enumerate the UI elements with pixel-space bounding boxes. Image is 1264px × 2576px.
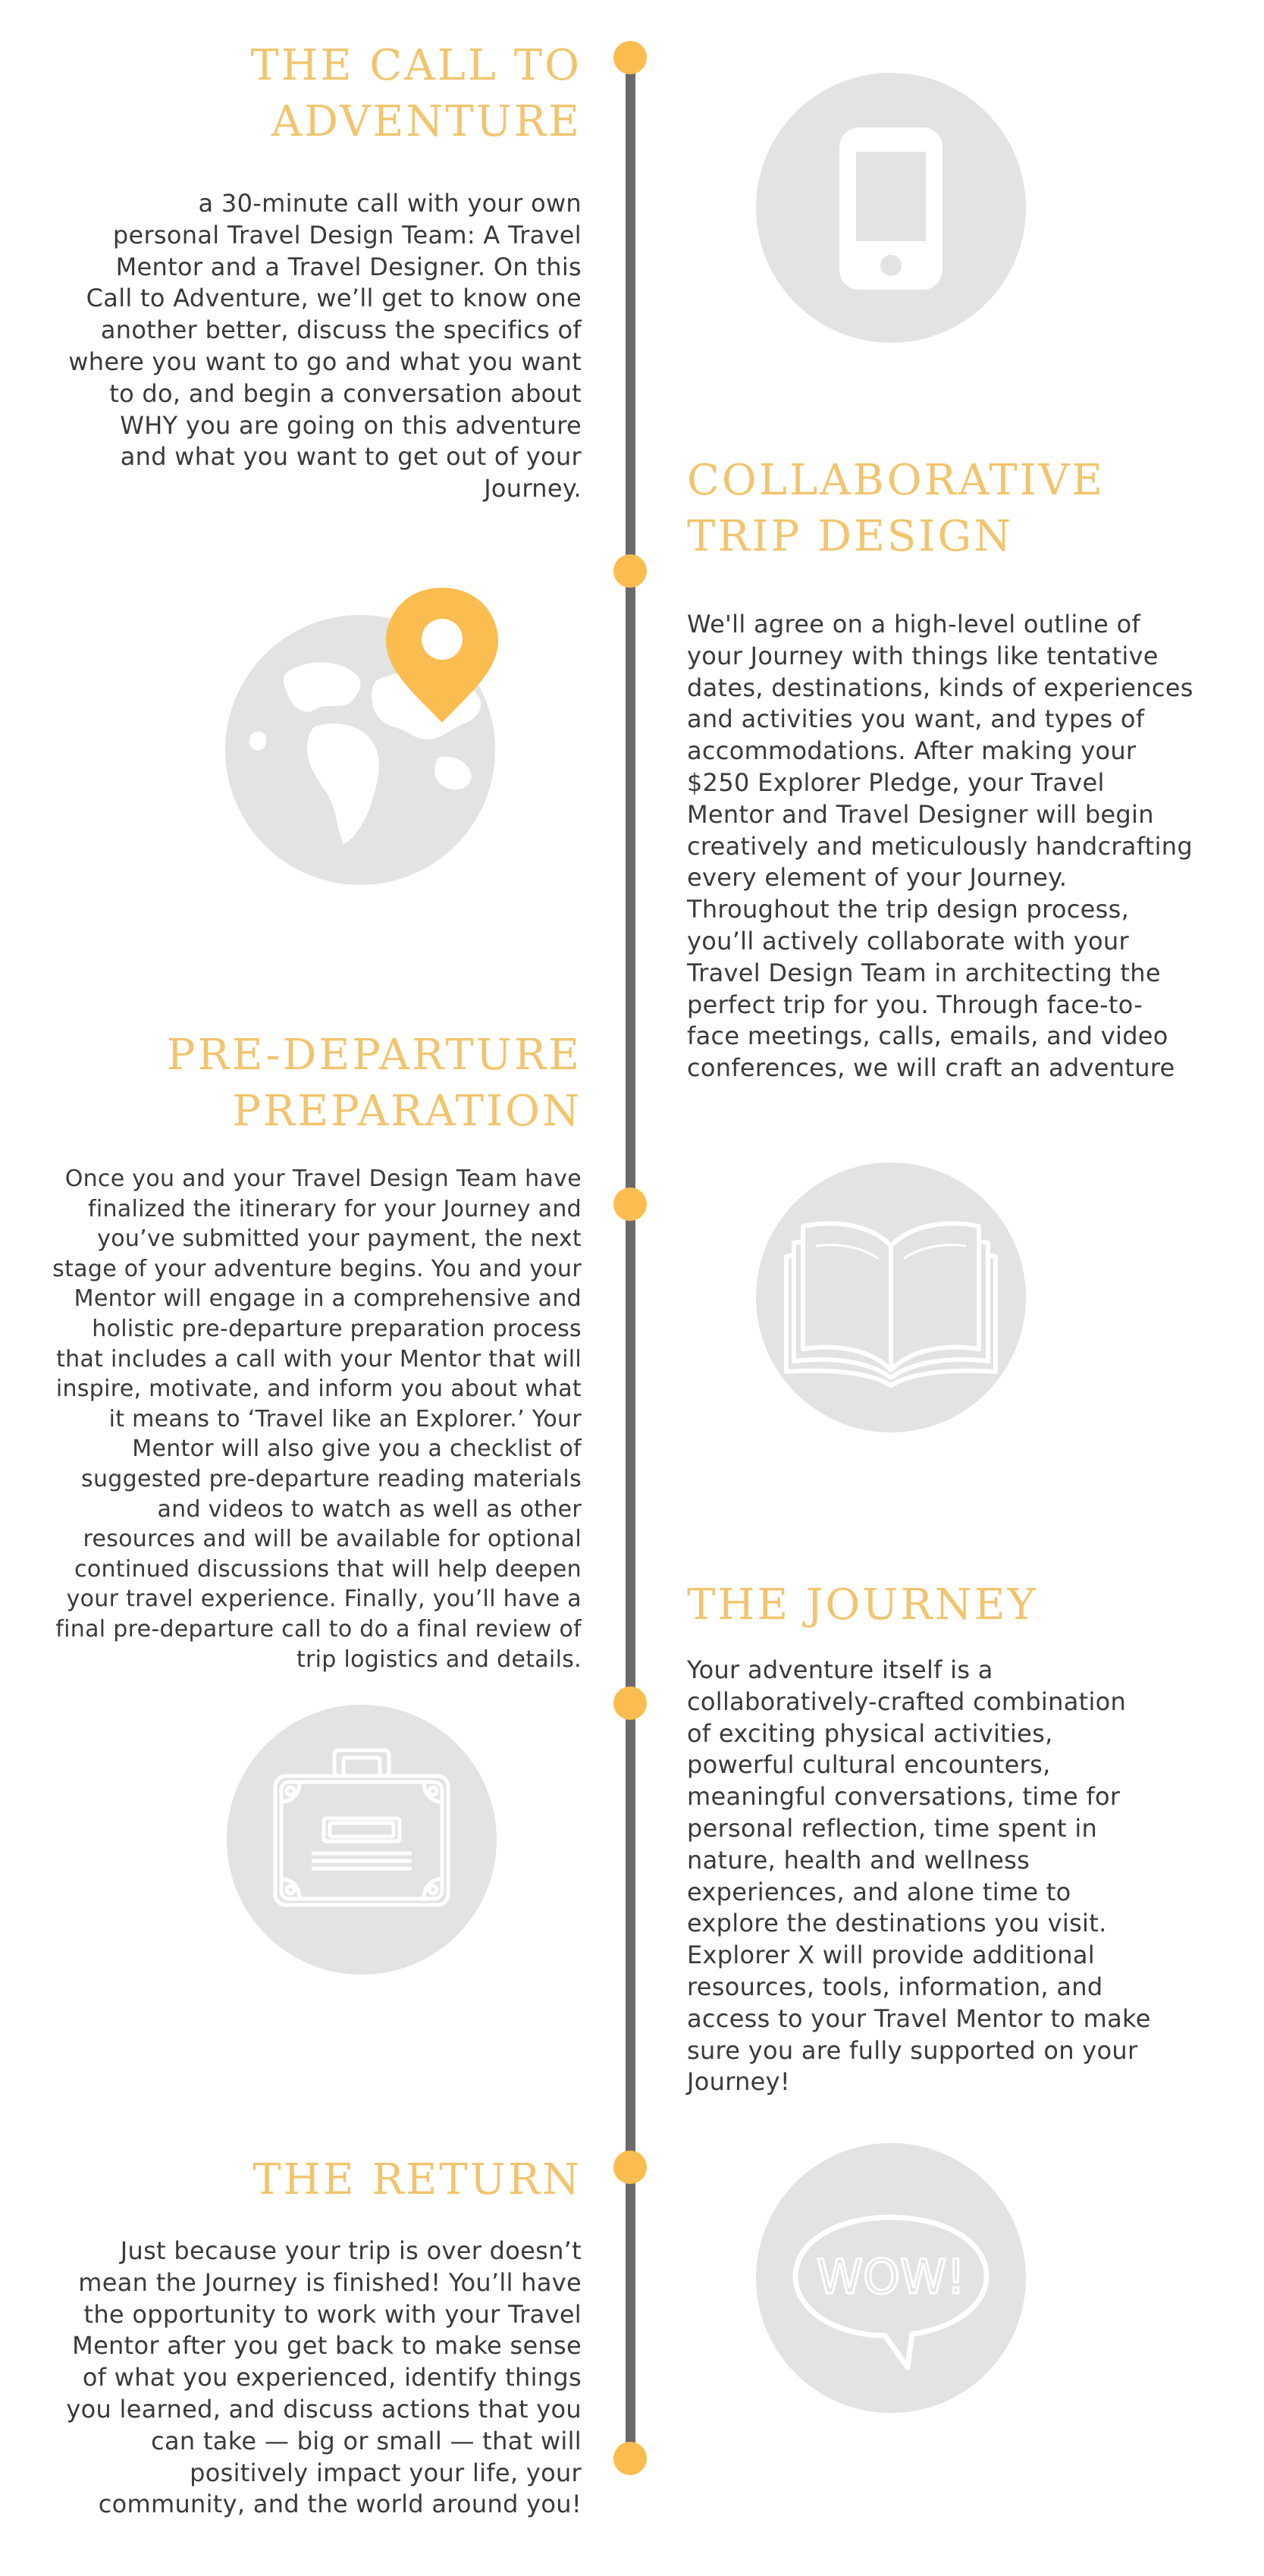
open-book-icon <box>756 1162 1026 1432</box>
wow-text: WOW! <box>816 2249 966 2305</box>
step-description: Just because your trip is over doesn’t mean the Journey is finished! You’ll have the opportunity to work with your Travel Mentor after you get back to make sense of what you experienced, identify things you learned, and discuss actions that you can take — big or small — that will positively impact your life, your community, and the world around you! <box>66 2236 582 2519</box>
timeline-dot <box>613 2151 647 2184</box>
smartphone-icon <box>756 73 1026 343</box>
step-title: COLLABORATIVE TRIP DESIGN <box>687 456 1106 561</box>
step-title: THE RETURN <box>252 2155 582 2204</box>
globe-pin-icon <box>225 582 506 885</box>
timeline-dot <box>613 1188 647 1221</box>
timeline-dot <box>613 1686 647 1720</box>
step-description: Your adventure itself is a collaboratively-crafted combination of exciting physical activities, powerful cultural encounters, meaningful conversations, time for personal reflection, time spent in nature, health and wellness experiences, and alone time to explore the destinations you visit. Explorer X will provide additional resources, tools, information, and access to your Travel Mentor to make sure you are fully supported on your Journey! <box>687 1655 1151 2097</box>
step-title: THE CALL TO ADVENTURE <box>250 41 582 146</box>
timeline-dot <box>613 554 647 588</box>
timeline-dot <box>613 41 647 74</box>
step-title: THE JOURNEY <box>687 1580 1038 1630</box>
timeline-dot <box>613 2442 647 2475</box>
wow-speech-bubble-icon <box>756 2143 1026 2413</box>
suitcase-icon <box>227 1705 497 1975</box>
step-description: We'll agree on a high-level outline of your Journey with things like tentative dates, destinations, kinds of experiences and activities you want, and types of accommodations. After making your $250 Explorer Pledge, your Travel Mentor and Travel Designer will begin creatively and meticulously handcrafting every element of your Journey. Throughout the trip design process, you’ll actively collaborate with your Travel Design Team in architecting the perfect trip for you. Through face-to- face meetings, calls, emails, and video conferences, we will craft an adventure <box>687 610 1193 1083</box>
step-description: a 30-minute call with your own personal Travel Design Team: A Travel Mentor and a Travel Designer. On this Call to Adventure, we’ll get to know one another better, discuss the specifics of where you want to go and what you want to do, and begin a conversation about WHY you are going on this adventure and what you want to get out of your Journey. <box>68 189 582 504</box>
timeline-line <box>626 58 635 2458</box>
step-title: PRE-DEPARTURE PREPARATION <box>166 1031 582 1136</box>
step-description: Once you and your Travel Design Team have finalized the itinerary for your Journey and you’ve submitted your payment, the next stage of your adventure begins. You and your Mentor will engage in a comprehensive and holistic pre-departure preparation process that includes a call with your Mentor that will inspire, motivate, and inform you about what it means to ‘Travel like an Explorer.’ Your Mentor will also give you a checklist of suggested pre-departure reading materials and videos to watch as well as other resources and will be available for optional continued discussions that will help deepen your travel experience. Finally, you’ll have a final pre-departure call to do a final review of trip logistics and details. <box>52 1166 582 1673</box>
